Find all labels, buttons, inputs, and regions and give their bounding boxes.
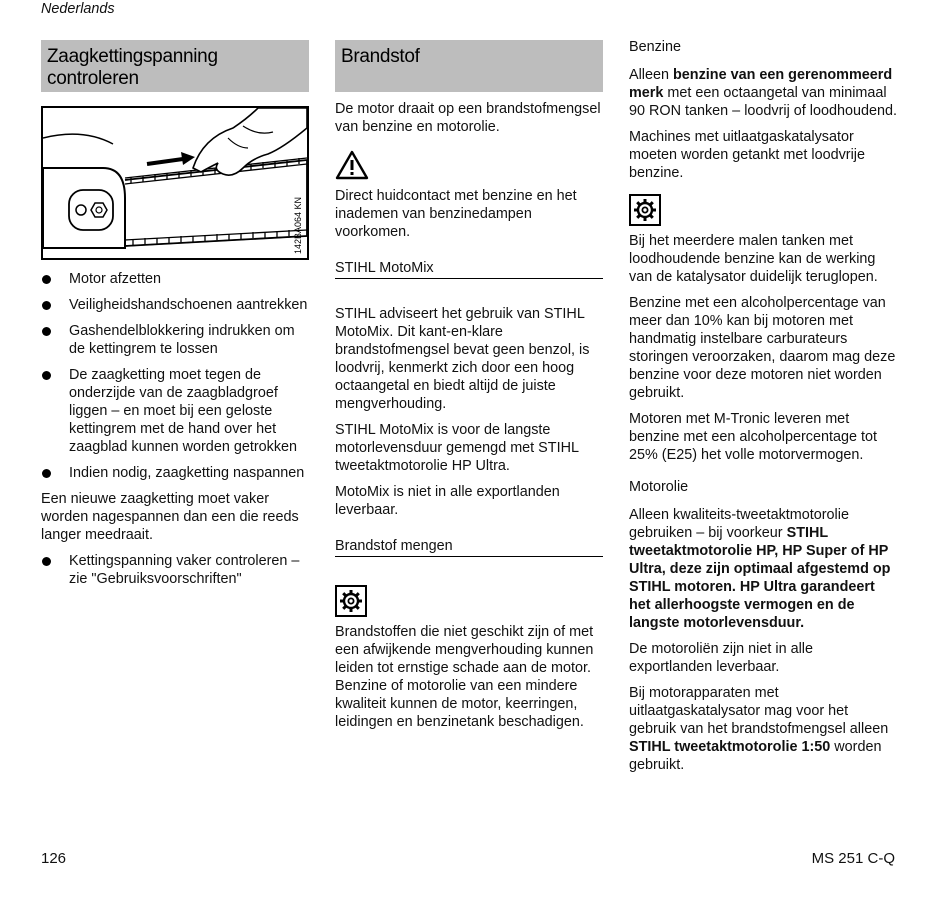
gear-icon bbox=[335, 585, 367, 617]
petrol-paragraph-3: Bij het meerdere malen tanken met loodhoudende benzine kan de werking van de katalysator duidelijk teruglopen. bbox=[629, 233, 878, 285]
section-title-chain-tension: Zaagkettingspanning controleren bbox=[41, 40, 309, 92]
new-chain-note: Een nieuwe zaagketting moet vaker worden nagespannen dan een die reeds langer meedraait. bbox=[41, 491, 299, 543]
petrol-paragraph-2: Machines met uitlaatgaskatalysator moeten worden getankt met loodvrije benzine. bbox=[629, 129, 865, 181]
oil-paragraph-3: Bij motorapparaten met uitlaatgaskatalysator mag voor het gebruik van het brandstofmengsel alleen STIHL tweetaktmotorolie 1:50 worden gebruikt. bbox=[629, 685, 889, 773]
bullet-icon bbox=[42, 469, 51, 478]
petrol-paragraph-1: Alleen benzine van een gerenommeerd merk met een octaangetal van minimaal 90 RON tanken – loodvrij of loodhoudend. bbox=[629, 67, 898, 119]
gear-icon bbox=[629, 194, 661, 226]
motomix-paragraph-1: STIHL adviseert het gebruik van STIHL MotoMix. Dit kant-en-klare brandstofmengsel bevat geen benzol, is loodvrij, kenmerkt zich door een hoog octaangetal en biedt altijd de juiste mengverhouding. bbox=[335, 306, 590, 412]
mix-heading: Brandstof mengen bbox=[335, 537, 603, 557]
page-number: 126 bbox=[41, 850, 67, 867]
figure-code: 142BA064 KN bbox=[293, 196, 303, 254]
bullet-icon bbox=[42, 327, 51, 336]
motomix-heading: STIHL MotoMix bbox=[335, 259, 603, 279]
bullet-icon bbox=[42, 557, 51, 566]
column-fuel bbox=[335, 40, 603, 739]
chain-tension-drawing bbox=[43, 108, 307, 258]
motomix-paragraph-3: MotoMix is niet in alle exportlanden leverbaar. bbox=[335, 484, 560, 518]
list-item: Veiligheidshandschoenen aantrekken bbox=[41, 296, 309, 314]
column-chain-tension bbox=[41, 40, 309, 596]
bullet-icon bbox=[42, 301, 51, 310]
list-item: De zaagketting moet tegen de onderzijde van de zaagbladgroef liggen – en moet bij een geloste kettingrem met de hand over het zaagblad kunnen worden getrokken bbox=[41, 366, 309, 456]
section-title-fuel: Brandstof bbox=[335, 40, 603, 92]
language-label: Nederlands bbox=[41, 1, 115, 17]
motomix-paragraph-2: STIHL MotoMix is voor de langste motorlevensduur gemengd met STIHL tweetaktmotorolie HP Ultra. bbox=[335, 422, 579, 474]
oil-paragraph-1: Alleen kwaliteits-tweetaktmotorolie gebruiken – bij voorkeur STIHL tweetaktmotorolie HP, HP Super of HP Ultra, deze zijn optimaal afgestemd op STIHL motoren. HP Ultra garandeert het allerhoogste vermogen en de langste motorlevensduur. bbox=[629, 507, 891, 631]
warning-text: Direct huidcontact met benzine en het inademen van benzinedampen voorkomen. bbox=[335, 188, 577, 240]
list-item: Gashendelblokkering indrukken om de kettingrem te lossen bbox=[41, 322, 309, 358]
warning-triangle-icon bbox=[335, 150, 603, 185]
mix-paragraph-1: Brandstoffen die niet geschikt zijn of met een afwijkende mengverhouding kunnen leiden tot ernstige schade aan de motor. Benzine of motorolie van een mindere kwaliteit kunnen de motor, keerringen, leidingen en benzinetank beschadigen. bbox=[335, 624, 594, 730]
chain-tension-illustration bbox=[41, 106, 309, 260]
chain-check-steps-2 bbox=[41, 552, 309, 588]
list-item: Kettingspanning vaker controleren – zie "Gebruiksvoorschriften" bbox=[41, 552, 309, 588]
list-item: Motor afzetten bbox=[41, 270, 309, 288]
model-name: MS 251 C-Q bbox=[811, 850, 895, 867]
oil-heading: Motorolie bbox=[629, 479, 689, 495]
petrol-paragraph-5: Motoren met M-Tronic leveren met benzine met een alcoholpercentage tot 25% (E25) het volle motorvermogen. bbox=[629, 411, 878, 463]
fuel-intro: De motor draait op een brandstofmengsel van benzine en motorolie. bbox=[335, 101, 601, 135]
list-item: Indien nodig, zaagketting naspannen bbox=[41, 464, 309, 482]
bullet-icon bbox=[42, 371, 51, 380]
column-petrol-oil bbox=[629, 38, 897, 782]
petrol-paragraph-4: Benzine met een alcoholpercentage van meer dan 10% kan bij motoren met handmatig instelbare carburateurs storingen veroorzaken, daarom mag deze benzine voor deze motoren niet worden gebruikt. bbox=[629, 295, 896, 401]
chain-check-steps bbox=[41, 270, 309, 482]
oil-paragraph-2: De motoroliën zijn niet in alle exportlanden leverbaar. bbox=[629, 641, 813, 675]
petrol-heading: Benzine bbox=[629, 39, 682, 55]
bullet-icon bbox=[42, 275, 51, 284]
